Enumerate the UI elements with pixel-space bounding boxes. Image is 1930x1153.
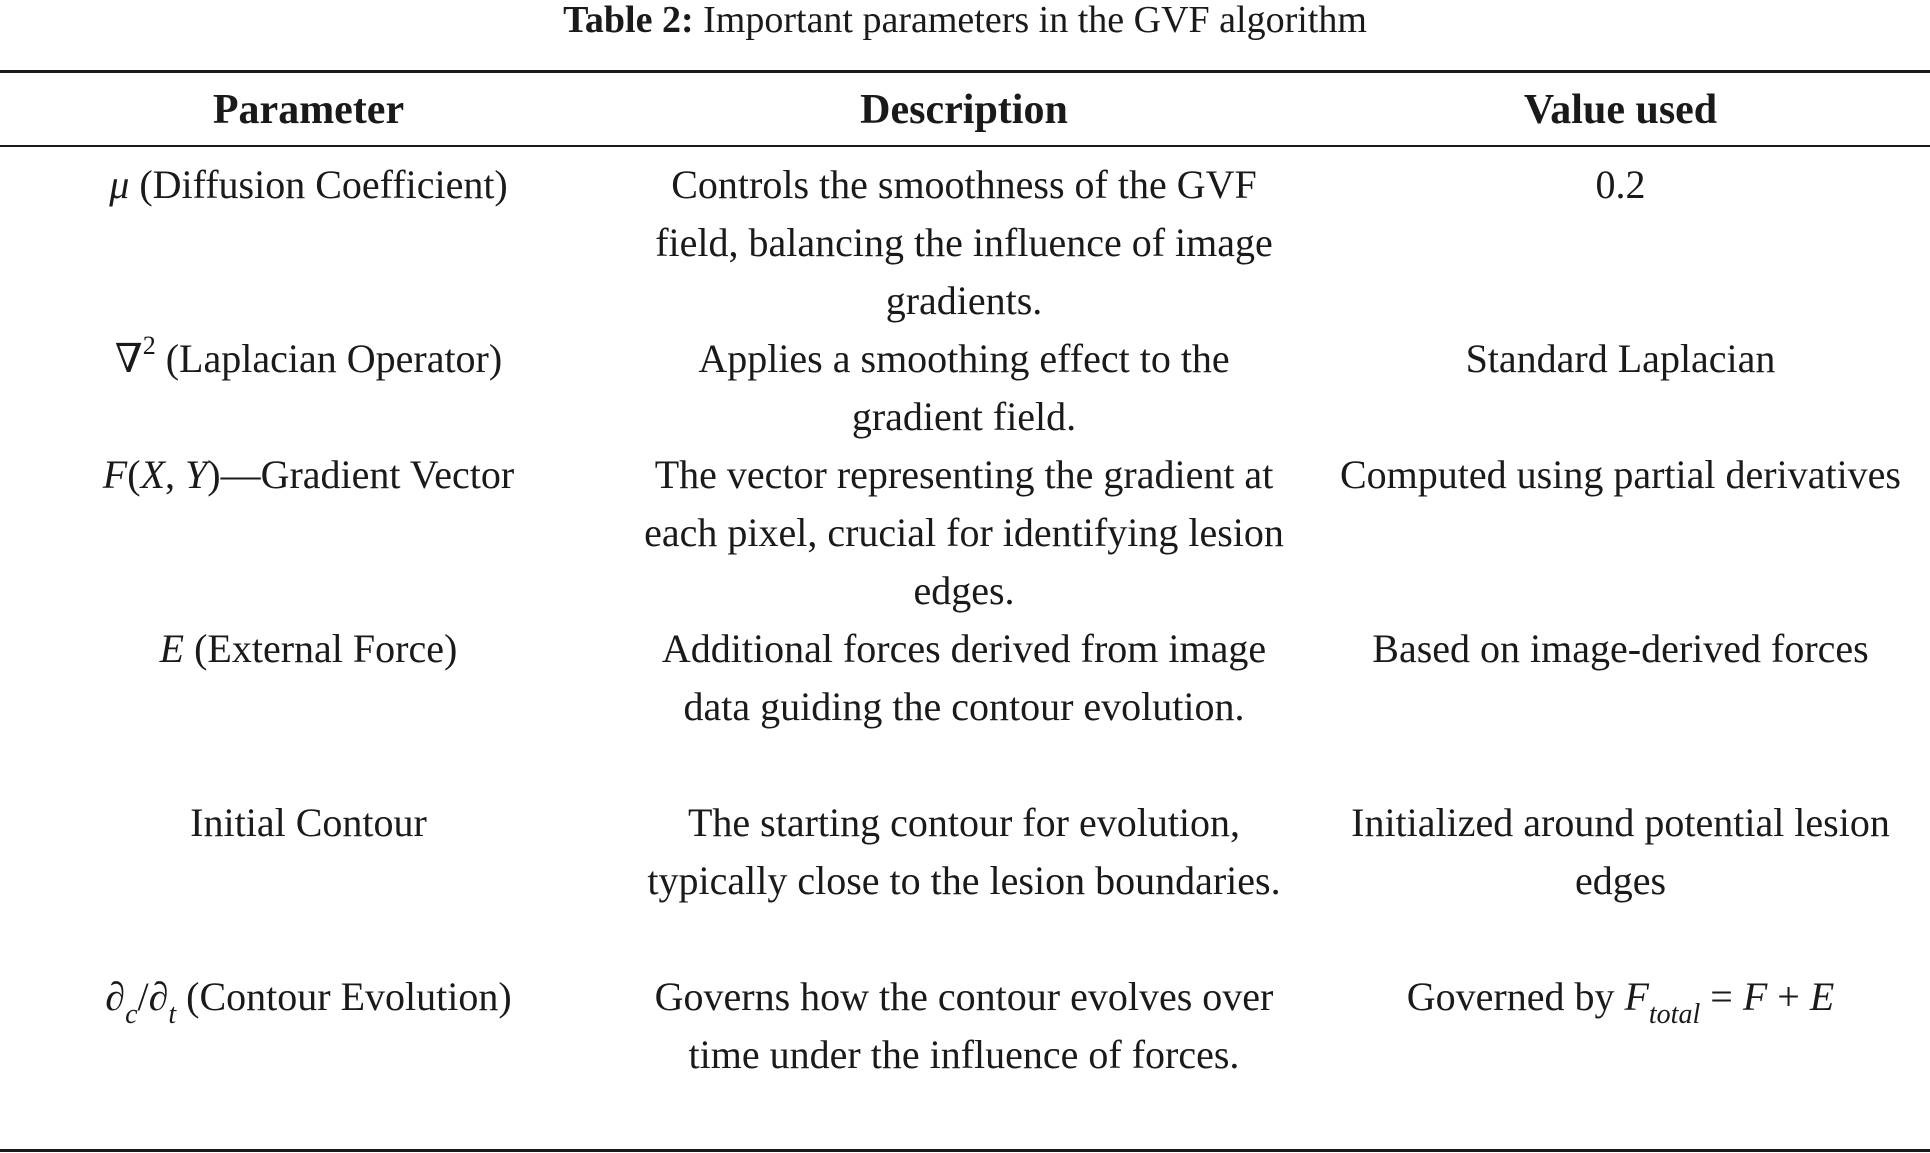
caption-text: Important parameters in the GVF algorithm [693,0,1367,41]
param-superscript: 2 [142,330,156,360]
table-header-row [0,84,1930,136]
param-symbol: ∇ [114,336,143,381]
cell-parameter: Initial Contour [190,800,427,845]
table-row [0,156,1930,330]
value-f: F [1624,974,1649,1019]
cell-value: Based on image-derived forces [1372,626,1869,671]
cell-value: Computed using partial derivatives [1340,452,1901,497]
param-text: (Laplacian Operator) [155,336,503,381]
header-description: Description [860,87,1068,133]
table-row [0,968,1930,1142]
param-text: )—Gradient Vector [207,452,515,497]
cell-description: Applies a smoothing effect to the gradient field. [698,336,1230,439]
param-y: Y [185,452,208,497]
cell-description: The starting contour for evolution, typically close to the lesion boundaries. [647,800,1281,903]
param-text: (External Force) [184,626,458,671]
table-row [0,794,1930,968]
table-caption [0,0,1930,44]
cell-parameter [0,446,617,504]
cell-description: The vector representing the gradient at each pixel, crucial for identifying lesion edges. [644,452,1284,613]
param-subscript-c: c [125,999,138,1030]
param-comma: , [165,452,185,497]
param-x: X [140,452,165,497]
table-header-rule [0,145,1930,147]
caption-label: Table 2: [563,0,694,41]
param-text: (Diffusion Coefficient) [129,162,508,207]
table-body [0,156,1930,1142]
value-prefix: Governed by [1406,974,1625,1019]
cell-parameter [0,330,617,388]
table-row [0,446,1930,620]
param-subscript-t: t [168,999,177,1030]
value-plus: + [1767,974,1810,1019]
table-row [0,620,1930,794]
cell-description: Governs how the contour evolves over time under the influence of forces. [654,974,1274,1077]
cell-parameter [0,620,617,678]
cell-description: Controls the smoothness of the GVF field, balancing the influence of image gradients. [655,162,1273,323]
cell-value [1311,968,1930,1030]
param-symbol: μ [109,162,130,207]
value-subscript-total: total [1648,999,1701,1030]
table-row [0,330,1930,446]
param-open-paren: ( [127,452,141,497]
table-top-rule [0,70,1930,73]
value-f2: F [1742,974,1768,1019]
param-partial: ∂ [105,974,126,1019]
param-symbol: F [102,452,128,497]
cell-description: Additional forces derived from image data guiding the contour evolution. [661,626,1267,729]
table-bottom-rule [0,1149,1930,1152]
param-text: (Contour Evolution) [176,974,512,1019]
cell-value: Initialized around potential lesion edges [1351,800,1890,903]
value-equals: = [1700,974,1743,1019]
param-symbol: E [159,626,185,671]
cell-parameter [0,968,617,1030]
param-slash: /∂ [137,974,169,1019]
header-value-used: Value used [1523,87,1718,133]
cell-parameter [0,156,617,214]
cell-value: 0.2 [1595,162,1646,207]
header-parameter: Parameter [212,87,405,133]
cell-value: Standard Laplacian [1465,336,1776,381]
value-e: E [1809,974,1835,1019]
